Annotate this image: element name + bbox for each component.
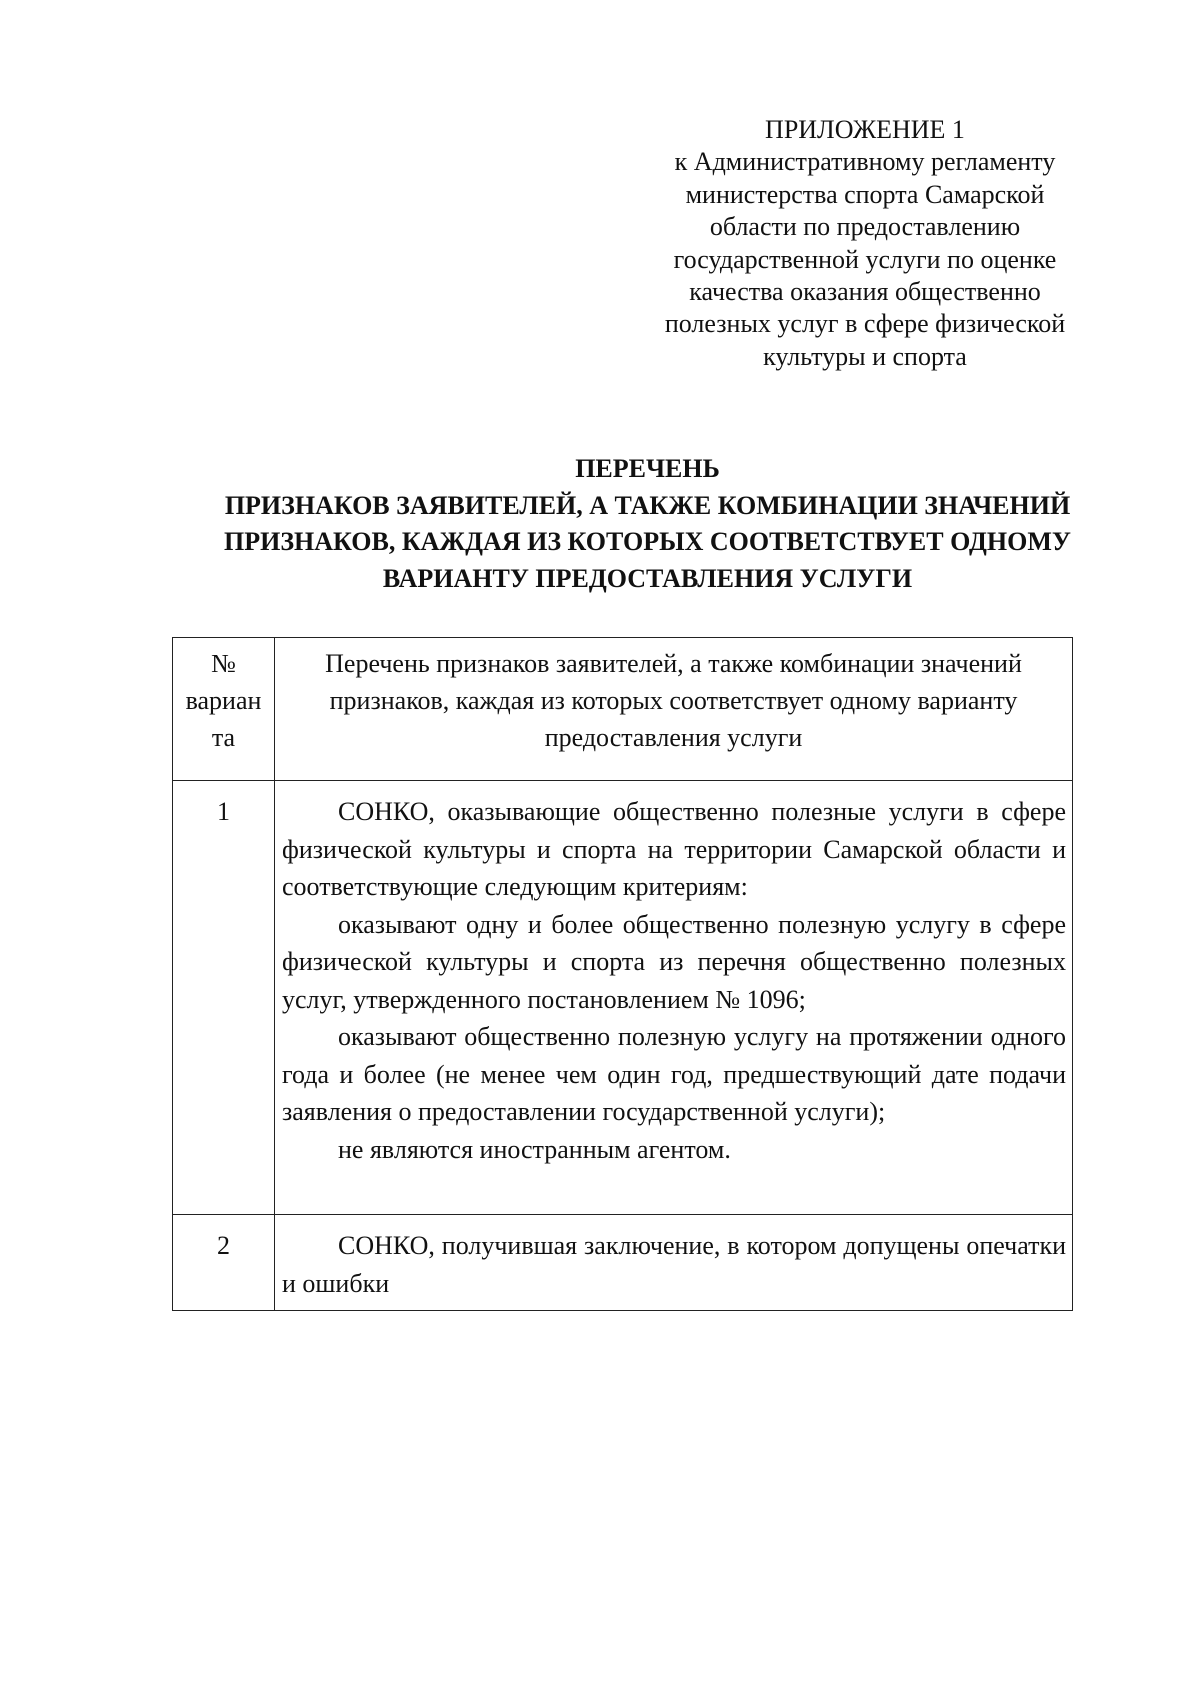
table-header-row: [173, 638, 1073, 781]
appendix-line: министерства спорта Самарской: [685, 179, 1045, 209]
table-row: [173, 781, 1073, 1215]
header-criteria-line: предоставления услуги: [544, 723, 803, 752]
criteria-paragraph: оказывают общественно полезную услугу на протяжении одного года и более (не менее чем один год, предшествующий дате подачи заявления о предоставлении государственной услуги);: [282, 1022, 1066, 1126]
appendix-line: культуры и спорта: [763, 341, 967, 371]
row-criteria-cell: [275, 1215, 1073, 1311]
criteria-table: [172, 637, 1073, 1311]
table-row: [173, 1215, 1073, 1311]
criteria-paragraph: СОНКО, получившая заключение, в котором допущены опечатки и ошибки: [282, 1231, 1066, 1298]
heading-title: ПЕРЕЧЕНЬ: [575, 454, 720, 483]
appendix-title: ПРИЛОЖЕНИЕ 1: [765, 115, 965, 144]
criteria-paragraph: СОНКО, оказывающие общественно полезные услуги в сфере физической культуры и спорта на территории Самарской области и соответствующие следующим критериям:: [282, 797, 1066, 901]
header-number-line: №: [211, 649, 236, 678]
criteria-paragraph: не являются иностранным агентом.: [338, 1134, 731, 1164]
appendix-line: качества оказания общественно: [689, 277, 1041, 307]
criteria-paragraph: оказывают одну и более общественно полезную услугу в сфере физической культуры и спорта из перечня общественно полезных услуг, утвержденного постановлением № 1096;: [282, 909, 1066, 1014]
header-criteria-line: признаков, каждая из которых соответствует одному варианту: [329, 686, 1018, 715]
document-heading: [100, 451, 1195, 597]
appendix-line: полезных услуг в сфере физической: [664, 309, 1066, 339]
header-number-cell: [173, 638, 275, 781]
row-number-cell: 1: [173, 781, 275, 1215]
header-criteria-line: Перечень признаков заявителей, а также комбинации значений: [325, 649, 1022, 678]
appendix-line: государственной услуги по оценке: [673, 244, 1057, 274]
appendix-line: области по предоставлению: [709, 212, 1021, 242]
appendix-block: [640, 114, 1090, 373]
row-number-cell: 2: [173, 1215, 275, 1311]
heading-line: ВАРИАНТУ ПРЕДОСТАВЛЕНИЯ УСЛУГИ: [382, 563, 913, 593]
row-criteria-cell: [275, 781, 1073, 1215]
header-criteria-cell: [275, 638, 1073, 781]
header-number-line: та: [211, 723, 236, 752]
appendix-line: к Административному регламенту: [674, 147, 1056, 177]
heading-line: ПРИЗНАКОВ ЗАЯВИТЕЛЕЙ, А ТАКЖЕ КОМБИНАЦИИ ЗНАЧЕНИЙ: [224, 490, 1071, 520]
heading-line: ПРИЗНАКОВ, КАЖДАЯ ИЗ КОТОРЫХ СООТВЕТСТВУЕТ ОДНОМУ: [224, 527, 1071, 556]
header-number-line: вариан: [185, 686, 262, 715]
